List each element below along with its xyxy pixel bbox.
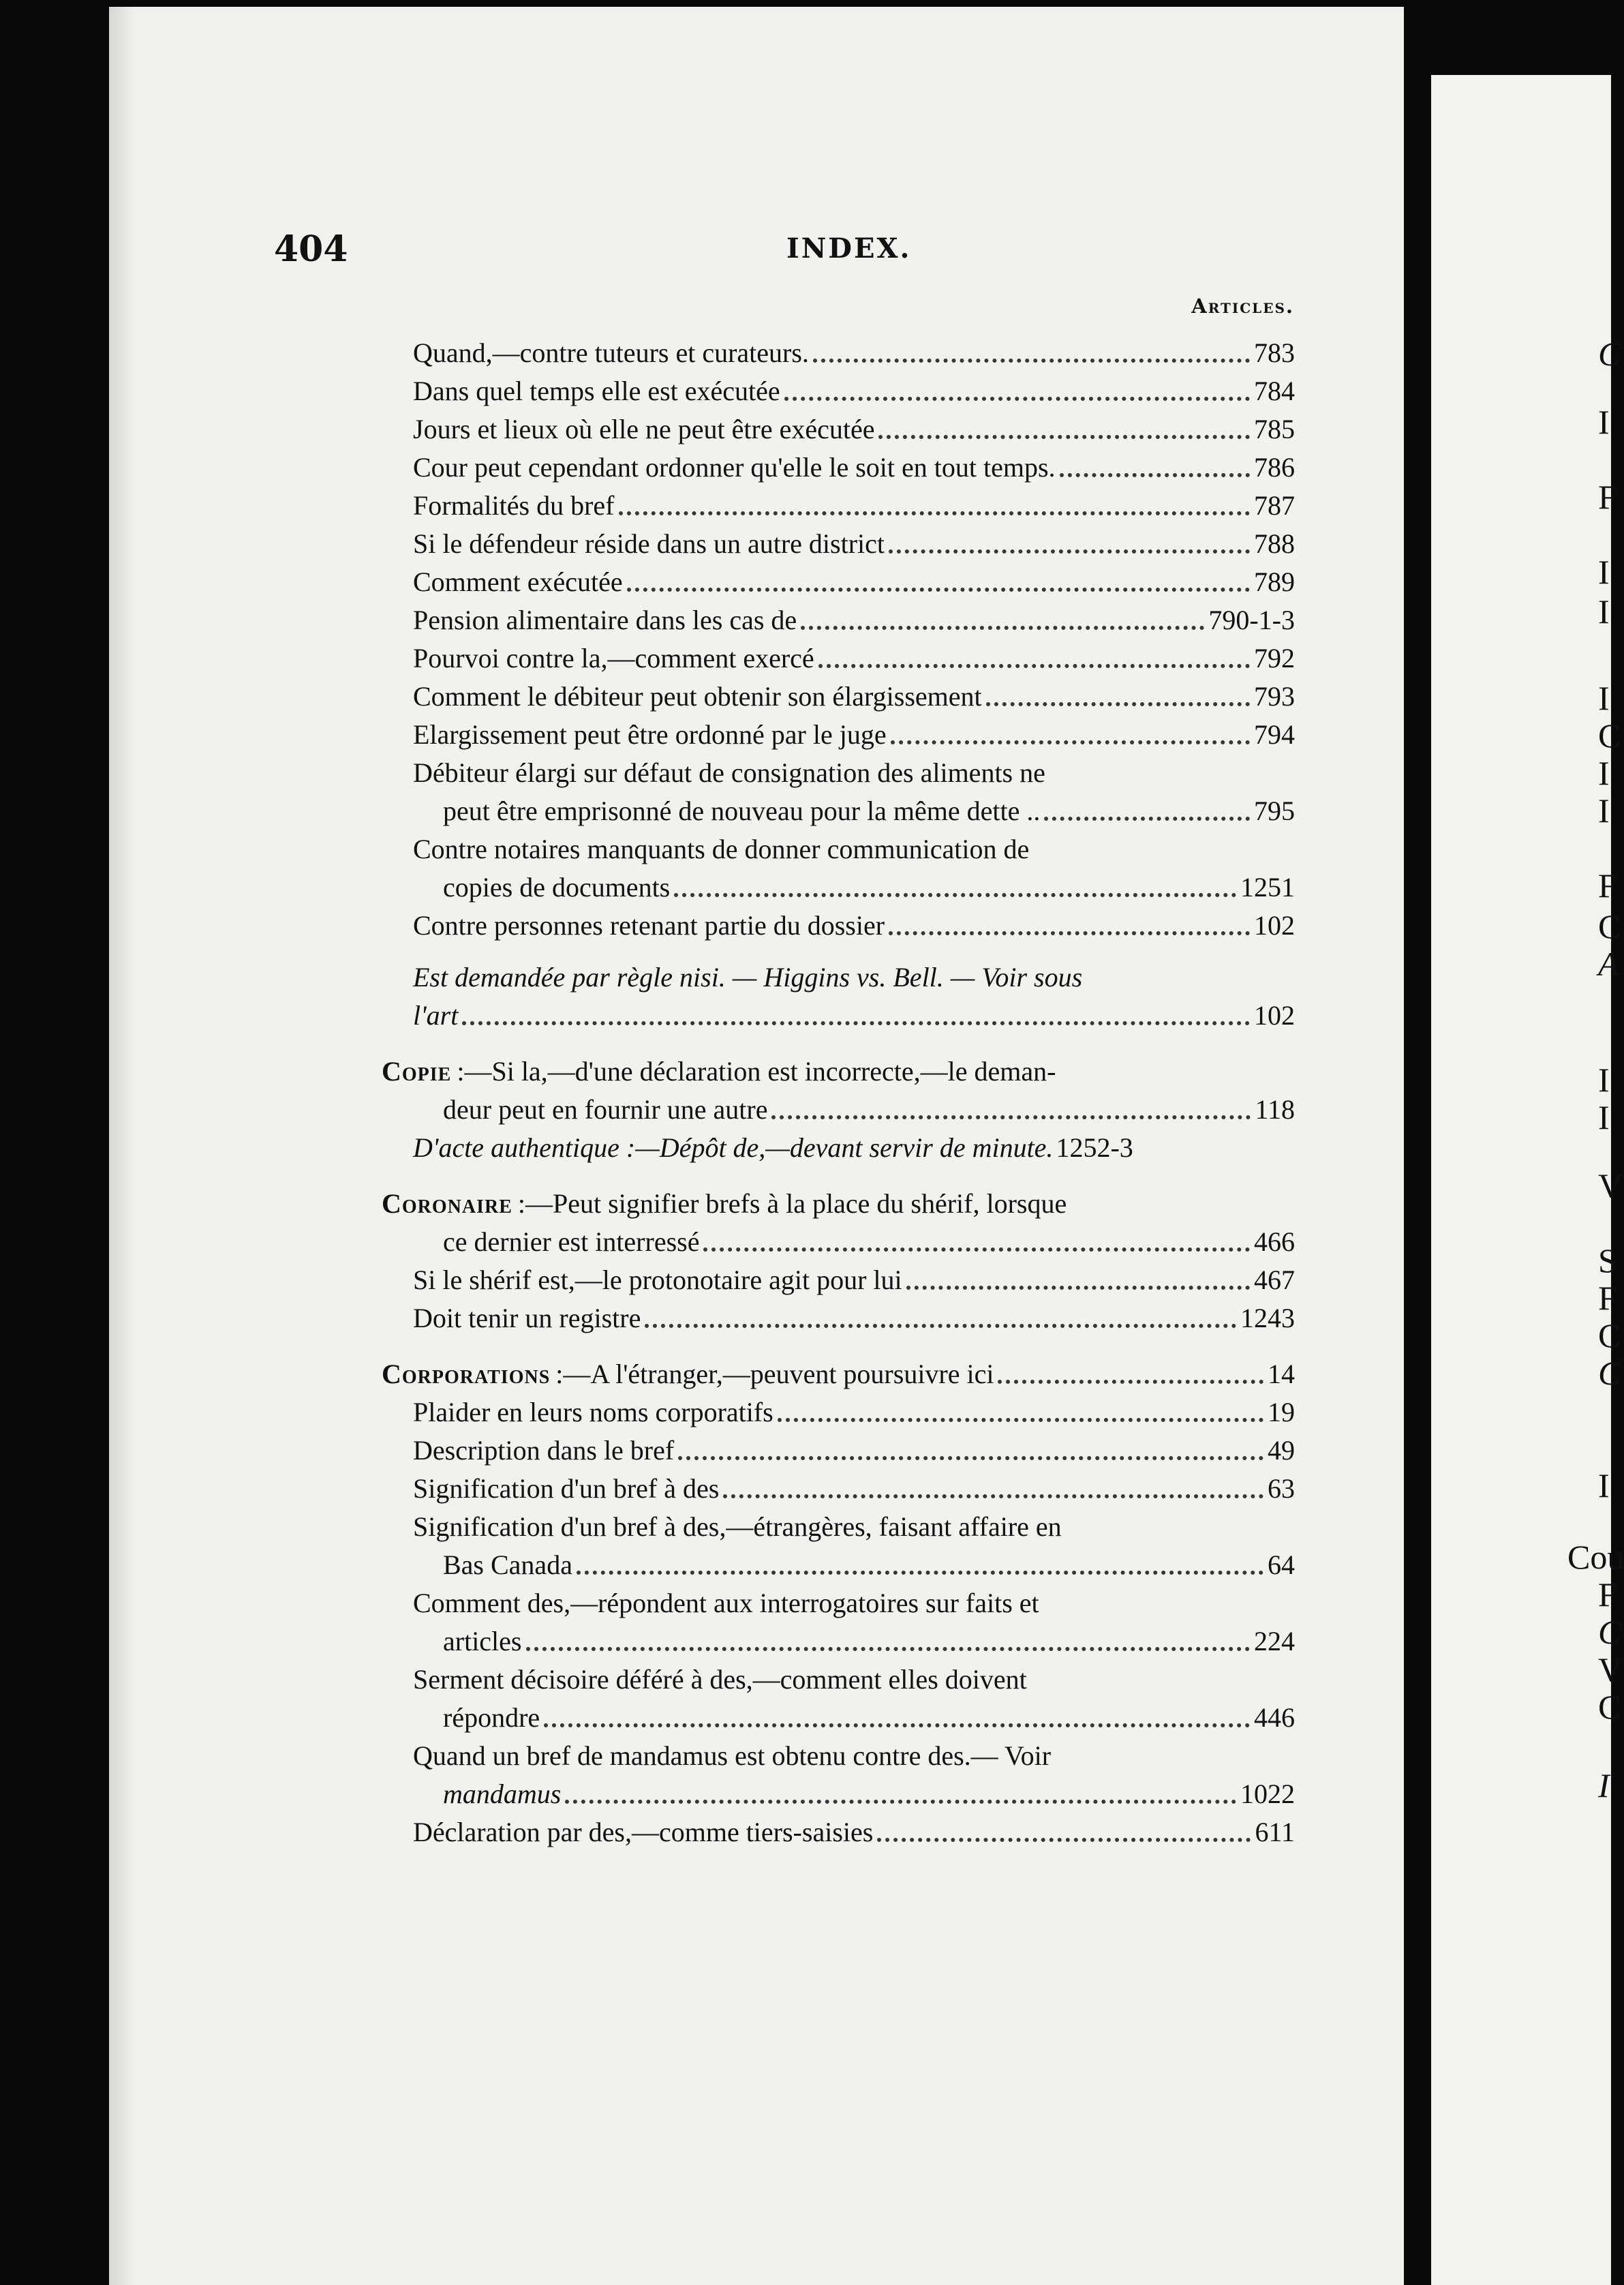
entry-text: Serment décisoire déféré à des,—comment elles doivent [413, 1664, 1027, 1695]
dot-leader [1044, 807, 1250, 821]
entry-text: peut être emprisonné de nouveau pour la même dette .. [443, 796, 1041, 826]
running-head [274, 228, 1310, 269]
entry-text: Comment exécutée [413, 566, 623, 597]
entry-text: Elargissement peut être ordonné par le juge [413, 719, 887, 750]
entry-text: Cour peut cependant ordonner qu'elle le soit en tout temps. [413, 452, 1056, 483]
entry-reference: 102 [1254, 910, 1295, 941]
entry-reference: 224 [1254, 1626, 1295, 1656]
right-page-letter: I [1598, 592, 1610, 631]
right-page-letter: I [1598, 1098, 1610, 1136]
entry-text: Description dans le bref [413, 1435, 675, 1466]
entry-text: Signification d'un bref à des [413, 1473, 720, 1504]
entry-text: Comment des,—répondent aux interrogatoires sur faits et [413, 1588, 1039, 1618]
entry-reference: 787 [1254, 490, 1295, 521]
entry-reference: 1251 [1240, 872, 1295, 903]
index-entry [413, 1579, 1295, 1617]
right-page-letter: I [1598, 791, 1610, 830]
index-entry [413, 558, 1295, 596]
index-entry [443, 1217, 1295, 1256]
dot-leader [678, 1447, 1263, 1460]
index-entry [382, 1179, 1295, 1217]
entry-reference: 118 [1255, 1094, 1295, 1125]
entry-text: Contre notaires manquants de donner communication de [413, 834, 1030, 864]
index-entry [443, 863, 1295, 901]
entry-text: Plaider en leurs noms corporatifs [413, 1397, 773, 1427]
entry-text: articles [443, 1626, 522, 1656]
index-entry [413, 672, 1295, 710]
right-page-letter: S [1598, 1241, 1617, 1280]
right-page-letter: C [1598, 1688, 1621, 1726]
entry-text: mandamus [443, 1779, 562, 1809]
index-entry [413, 481, 1295, 519]
entry-text: :—A l'étranger,—peuvent poursuivre ici [555, 1359, 994, 1389]
right-page-letter: I [1598, 1766, 1610, 1804]
entry-text: Dans quel temps elle est exécutée [413, 376, 780, 406]
dot-leader [1060, 464, 1250, 477]
right-page-letter: C [1598, 1613, 1621, 1651]
right-page-letter: C [1598, 1316, 1621, 1355]
dot-leader [771, 1106, 1251, 1119]
dot-leader [998, 1370, 1263, 1384]
entry-text: Débiteur élargi sur défaut de consignation des aliments ne [413, 757, 1045, 788]
entry-text: Est demandée par règle nisi. — Higgins vs. Bell. — Voir sous [413, 962, 1083, 993]
entry-reference: 19 [1268, 1397, 1295, 1427]
index-entry [413, 1731, 1295, 1770]
index-entry [413, 901, 1295, 939]
entry-reference: 446 [1254, 1702, 1295, 1733]
index-entry [413, 443, 1295, 481]
entry-text: Doit tenir un registre [413, 1303, 641, 1333]
entry-text: copies de documents [443, 872, 671, 903]
entry-text: Si le défendeur réside dans un autre district [413, 528, 885, 559]
index-entry [413, 1655, 1295, 1693]
entry-text: deur peut en fournir une autre [443, 1094, 768, 1125]
index-entry [443, 1693, 1295, 1731]
entry-reference: 789 [1254, 566, 1295, 597]
index-entry [413, 1464, 1295, 1502]
index-entry [413, 519, 1295, 558]
entry-reference: 102 [1254, 1000, 1295, 1031]
index-entry [443, 1085, 1295, 1123]
dot-leader [778, 1408, 1263, 1422]
entry-reference: 1243 [1240, 1303, 1295, 1333]
index-entry [413, 367, 1295, 405]
entry-reference: 790-1-3 [1208, 605, 1295, 635]
dot-leader [801, 616, 1204, 630]
right-page-letter: I [1598, 403, 1610, 441]
entry-reference: 49 [1268, 1435, 1295, 1466]
index-entry [413, 825, 1295, 863]
entry-text: Signification d'un bref à des,—étrangères, faisant affaire en [413, 1511, 1062, 1542]
page-edge-shadow [109, 7, 136, 2285]
dot-leader [877, 1828, 1251, 1842]
dot-leader [878, 425, 1250, 439]
entry-heading: Copie [382, 1056, 452, 1087]
right-page-letter: F [1598, 478, 1617, 516]
index-entry [413, 748, 1295, 787]
index-entry [413, 991, 1295, 1029]
entry-text: Si le shérif est,—le protonotaire agit pour lui [413, 1265, 902, 1295]
dot-leader [645, 1314, 1236, 1328]
right-page-letter: I [1598, 1061, 1610, 1099]
entry-text: :—Peut signifier brefs à la place du shérif, lorsque [517, 1188, 1067, 1219]
dot-leader [674, 883, 1236, 897]
page-number: 404 [274, 228, 348, 270]
right-page-letter: A [1598, 945, 1619, 983]
index-entry [382, 1047, 1295, 1085]
index-entry [413, 1388, 1295, 1426]
entry-reference: 466 [1254, 1226, 1295, 1257]
index-entry [413, 634, 1295, 672]
index-entry [413, 710, 1295, 748]
entry-text: D'acte authentique :—Dépôt de,—devant servir de minute. [413, 1132, 1054, 1163]
entry-text: Pension alimentaire dans les cas de [413, 605, 797, 635]
dot-leader [565, 1790, 1236, 1804]
entry-text: l'art [413, 1000, 459, 1031]
index-entry [382, 1350, 1295, 1388]
index-entry [413, 953, 1295, 991]
index-entry [413, 1256, 1295, 1294]
entry-text: ce dernier est interressé [443, 1226, 700, 1257]
entry-text: Quand,—contre tuteurs et curateurs. [413, 337, 809, 368]
page-title: INDEX. [786, 232, 912, 264]
entry-reference: 792 [1254, 643, 1295, 674]
right-page-letter: V [1598, 1166, 1623, 1205]
entry-reference: 794 [1254, 719, 1295, 750]
index-entry [413, 329, 1295, 367]
entry-text: Pourvoi contre la,—comment exercé [413, 643, 814, 674]
dot-leader [889, 922, 1250, 935]
column-heading: Articles. [1191, 294, 1294, 318]
index-entry [413, 1808, 1295, 1846]
entry-reference: 64 [1268, 1549, 1295, 1580]
dot-leader [619, 502, 1251, 515]
entry-reference: 783 [1254, 337, 1295, 368]
index-entry [413, 1426, 1295, 1464]
right-page-fragment [1431, 75, 1624, 2285]
entry-text: :—Si la,—d'une déclaration est incorrecte,—le deman- [457, 1056, 1056, 1087]
index-entry [443, 1770, 1295, 1808]
dot-leader [544, 1714, 1250, 1727]
dot-leader [723, 1485, 1263, 1498]
right-page-letter: I [1598, 1466, 1610, 1504]
entry-reference: 63 [1268, 1473, 1295, 1504]
index-entry [443, 787, 1295, 825]
entry-text: Jours et lieux où elle ne peut être exécutée [413, 414, 875, 444]
dot-leader [906, 1276, 1250, 1290]
entry-text: Formalités du bref [413, 490, 615, 521]
entry-reference: 788 [1254, 528, 1295, 559]
index-entry [413, 1123, 1295, 1162]
right-page-letter: I [1598, 754, 1610, 792]
index-entry [443, 1617, 1295, 1655]
index-entry [413, 596, 1295, 634]
entry-reference: 1022 [1240, 1779, 1295, 1809]
index-entry [413, 405, 1295, 443]
right-page-letter: I [1598, 679, 1610, 717]
entry-text: Bas Canada [443, 1549, 572, 1580]
entry-reference: 611 [1255, 1817, 1295, 1847]
dot-leader [703, 1238, 1250, 1252]
entry-text: répondre [443, 1702, 540, 1733]
right-page-letter: V [1598, 1650, 1623, 1689]
right-page-letter: C [1598, 1354, 1621, 1392]
dot-leader [462, 1012, 1250, 1025]
entry-text: Quand un bref de mandamus est obtenu contre des.— Voir [413, 1740, 1052, 1771]
right-page-letter: F [1598, 1279, 1617, 1317]
dot-leader [889, 540, 1250, 554]
dot-leader [784, 387, 1250, 401]
dot-leader [986, 693, 1250, 706]
entry-reference: 785 [1254, 414, 1295, 444]
right-page-letter: F [1598, 1575, 1617, 1614]
dot-leader [577, 1561, 1263, 1575]
entry-reference: 467 [1254, 1265, 1295, 1295]
entry-text: Déclaration par des,—comme tiers-saisies [413, 1817, 874, 1847]
index-entry [443, 1541, 1295, 1579]
entry-heading: Corporations [382, 1359, 551, 1389]
right-page-letter: F [1598, 866, 1617, 905]
right-page-letter: C [1598, 907, 1621, 945]
entry-reference: 793 [1254, 681, 1295, 712]
dot-leader [891, 731, 1250, 744]
right-page-letter: C [1598, 716, 1621, 755]
entry-reference: 795 [1254, 796, 1295, 826]
dot-leader [813, 349, 1250, 363]
right-page-letter: I [1598, 553, 1610, 591]
dot-leader [818, 654, 1250, 668]
right-page-letter: Cou [1567, 1538, 1624, 1576]
entry-heading: Coronaire [382, 1188, 512, 1219]
entry-reference: 14 [1268, 1359, 1295, 1389]
dot-leader [526, 1637, 1251, 1651]
right-page-letter: C [1598, 335, 1621, 373]
index-entry [413, 1502, 1295, 1541]
dot-leader [627, 578, 1250, 592]
entry-reference: 784 [1254, 376, 1295, 406]
entry-text: Comment le débiteur peut obtenir son élargissement [413, 681, 982, 712]
index-entry [413, 1294, 1295, 1332]
entry-text: Contre personnes retenant partie du dossier [413, 910, 885, 941]
entry-reference: 786 [1254, 452, 1295, 483]
entry-reference: 1252-3 [1056, 1132, 1133, 1163]
